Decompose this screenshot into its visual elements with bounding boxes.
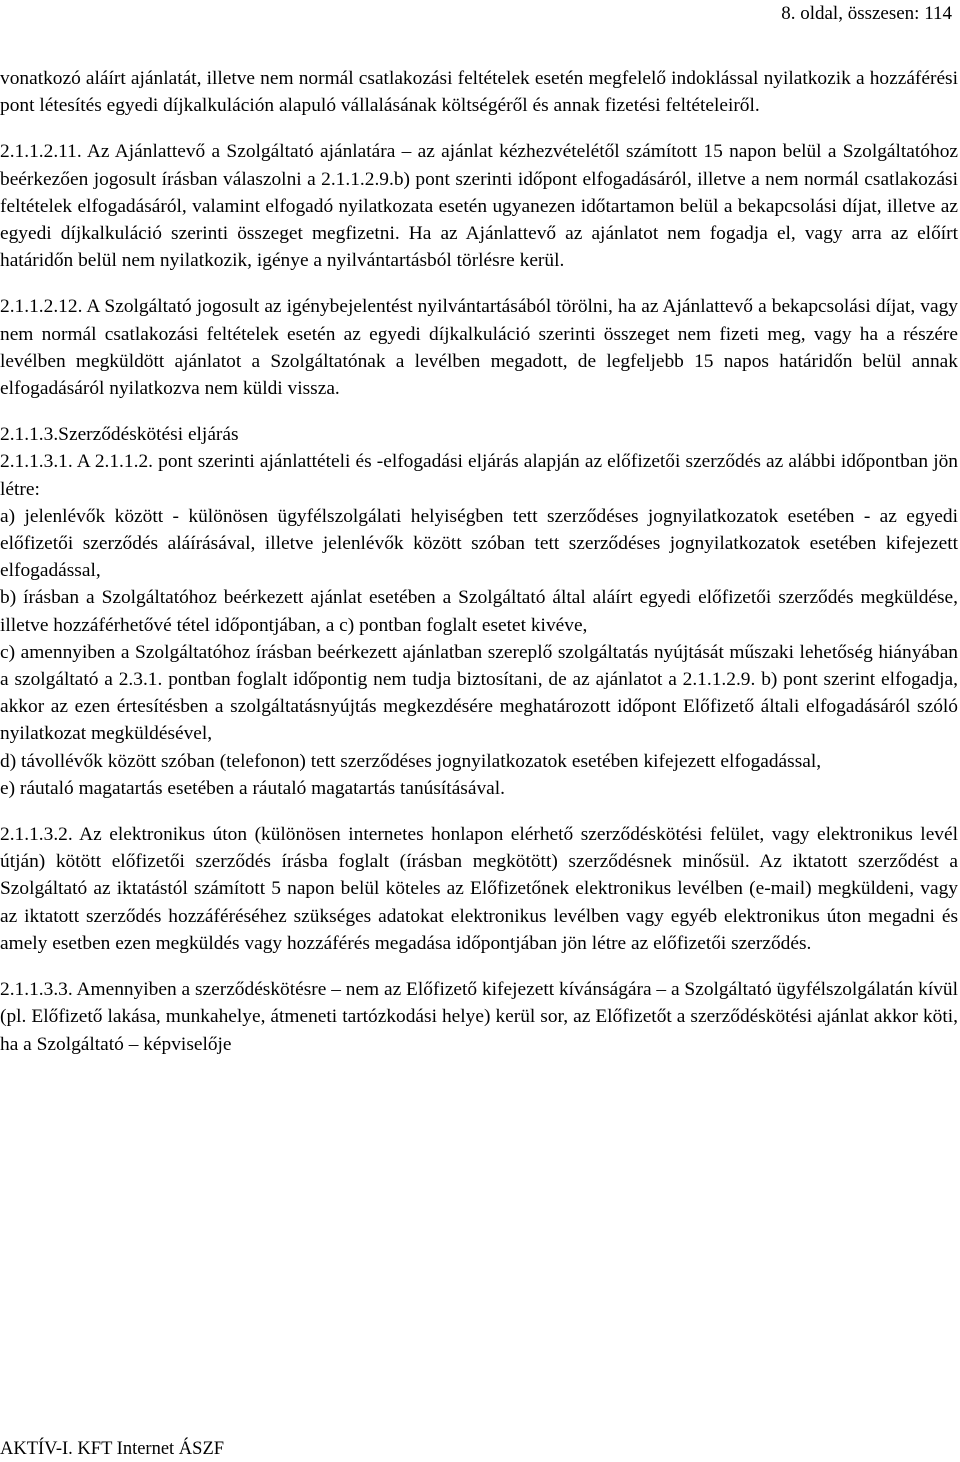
- list-item-b: b) írásban a Szolgáltatóhoz beérkezett ajánlat esetében a Szolgáltató által aláírt egyedi előfizetői szerződés megküldése, illetve hozzáférhetővé tétel időpontjában, a c) pontban foglalt esetet kivéve,: [0, 587, 958, 636]
- paragraph-2-1-1-2-12: 2.1.1.2.12. A Szolgáltató jogosult az igénybejelentést nyilvántartásából törölni, ha az Ajánlattevő a bekapcsolási díjat, vagy nem normál csatlakozási feltételek esetén az egyedi díjkalkuláció szerinti összeget nem fizeti meg, vagy ha a részére levélben megküldött ajánlatot a Szolgáltatónak a levélben megadott, de legfeljebb 15 napos határidőn belül annak elfogadásáról nyilatkozva nem küldi vissza.: [0, 296, 958, 400]
- page-footer: AKTÍV-I. KFT Internet ÁSZF: [0, 1439, 225, 1459]
- paragraph-2-1-1-3-1: 2.1.1.3.1. A 2.1.1.2. pont szerinti ajánlattételi és -elfogadási eljárás alapján az előfizetői szerződés az alábbi időpontban jön létre:: [0, 451, 958, 500]
- section-heading-2-1-1-3: 2.1.1.3.Szerződéskötési eljárás: [0, 424, 239, 446]
- list-item-a: a) jelenlévők között - különösen ügyfélszolgálati helyiségben tett szerződéses jognyilatkozatok esetében - az egyedi előfizetői szerződés aláírásával, illetve jelenlévők között szóban tett szerződéses jognyilatkozatok esetében kifejezett elfogadással,: [0, 505, 958, 582]
- page-number-header: 8. oldal, összesen: 114: [781, 3, 952, 24]
- document-body: [0, 65, 958, 1058]
- paragraph-2-1-1-3-2: 2.1.1.3.2. Az elektronikus úton (különösen internetes honlapon elérhető szerződéskötési felület, vagy elektronikus levél útján) kötött előfizetői szerződés írásba foglalt (írásban megkötött) szerződésnek minősül. Az iktatott szerződést a Szolgáltató az iktatástól számított 5 napon belül köteles az Előfizetőnek elektronikus levélben (e-mail) megküldeni, vagy az iktatott szerződés hozzáféréséhez szükséges adatokat elektronikus levélben vagy egyéb elektronikus úton megadni és amely esetben ezen megküldés vagy hozzáférés megadása időpontjában jön létre az előfizetői szerződés.: [0, 824, 958, 954]
- paragraph-intro-continuation: vonatkozó aláírt ajánlatát, illetve nem normál csatlakozási feltételek esetén megfelelő indoklással nyilatkozik a hozzáférési pont létesítés egyedi díjkalkuláción alapuló vállalásának költségéről és annak fizetési feltételeiről.: [0, 68, 958, 117]
- paragraph-2-1-1-2-11: 2.1.1.2.11. Az Ajánlattevő a Szolgáltató ajánlatára – az ajánlat kézhezvételétől számított 15 napon belül a Szolgáltatóhoz beérkezően jogosult írásban válaszolni a 2.1.1.2.9.b) pont szerinti időpont elfogadásáról, illetve a nem normál csatlakozási feltételek elfogadásáról, valamint elfogadó nyilatkozata esetén ugyanezen időtartamon belül a bekapcsolási díjat, illetve az egyedi díjkalkuláció szerinti összeget megfizetni. Ha az Ajánlattevő az ajánlatot nem fogadja el, vagy arra az előírt határidőn belül nem nyilatkozik, igénye a nyilvántartásból törlésre kerül.: [0, 141, 958, 272]
- paragraph-2-1-1-3-3: 2.1.1.3.3. Amennyiben a szerződéskötésre – nem az Előfizető kifejezett kívánságára – a Szolgáltató ügyfélszolgálatán kívül (pl. Előfizető lakása, munkahelye, átmeneti tartózkodási helye) kerül sor, az Előfizetőt a szerződéskötési ajánlat akkor köti, ha a Szolgáltató – képviselője: [0, 979, 958, 1055]
- list-item-c: c) amennyiben a Szolgáltatóhoz írásban beérkezett ajánlatban szereplő szolgáltatás nyújtását műszaki lehetőség hiányában a szolgáltató a 2.3.1. pontban foglalt időpontig nem tudja biztosítani, de az ajánlatot a 2.1.1.2.9. b) pont szerint elfogadja, akkor az ezen értesítésben a szolgáltatásnyújtás megkezdésére meghatározott időpont Előfizető általi elfogadásáról szóló nyilatkozat megküldésével,: [0, 641, 958, 745]
- list-item-d: d) távollévők között szóban (telefonon) tett szerződéses jognyilatkozatok esetében kifejezett elfogadással,: [0, 750, 822, 772]
- list-item-e: e) ráutaló magatartás esetében a ráutaló magatartás tanúsításával.: [0, 777, 505, 799]
